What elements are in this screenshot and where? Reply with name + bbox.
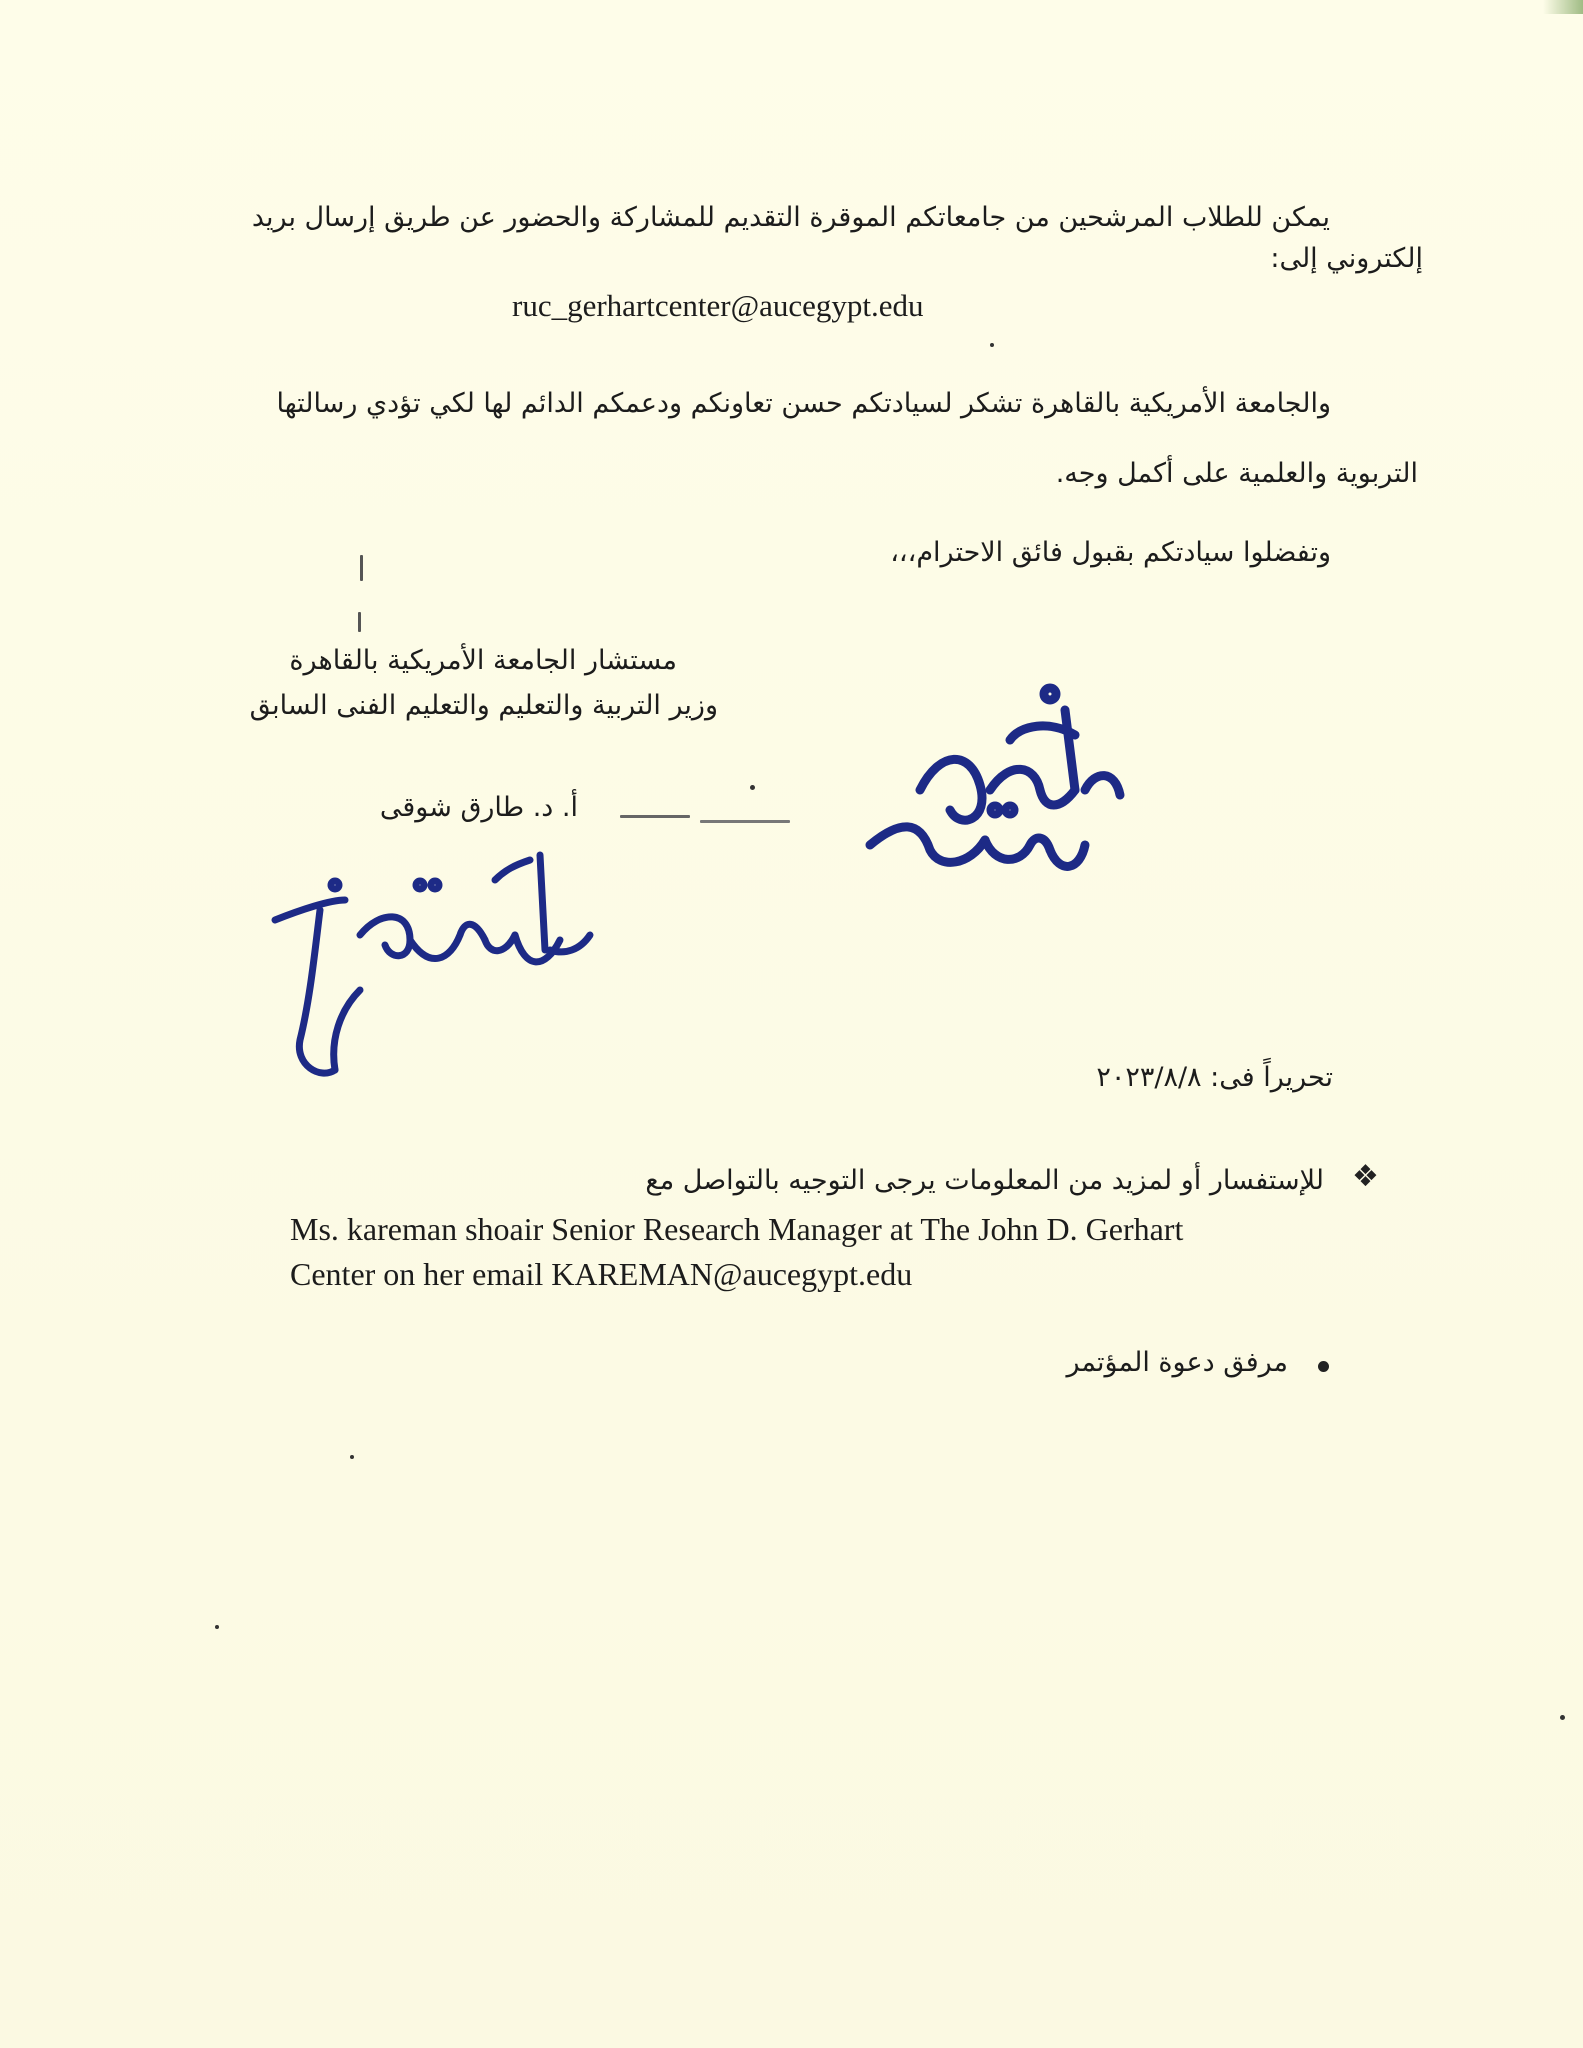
paragraph-2-line-2: التربوية والعلمية على أكمل وجه. bbox=[1055, 458, 1418, 489]
paragraph-1-line-1: يمكن للطلاب المرشحين من جامعاتكم الموقرة التقديم للمشاركة والحضور عن طريق إرسال بريد bbox=[251, 202, 1330, 233]
paragraph-1-line-2: إلكتروني إلى: bbox=[1270, 243, 1423, 274]
scan-speck bbox=[215, 1625, 219, 1629]
scan-speck bbox=[358, 612, 361, 632]
attachment-note: مرفق دعوة المؤتمر bbox=[1066, 1347, 1288, 1378]
closing-line: وتفضلوا سيادتكم بقبول فائق الاحترام،،، bbox=[890, 537, 1331, 568]
date-line: تحريراً فى: ٢٠٢٣/٨/٨ bbox=[1096, 1062, 1333, 1093]
inquiry-contact-line-1: Ms. kareman shoair Senior Research Manager at The John D. Gerhart bbox=[290, 1211, 1184, 1247]
signatory-title-2: وزير التربية والتعليم والتعليم الفنى السابق bbox=[249, 690, 718, 721]
diamond-bullet-icon: ❖ bbox=[1352, 1159, 1379, 1194]
signatory-title-1: مستشار الجامعة الأمريكية بالقاهرة bbox=[289, 645, 677, 676]
scan-speck bbox=[700, 820, 790, 823]
inquiry-label: للإستفسار أو لمزيد من المعلومات يرجى التوجيه بالتواصل مع bbox=[645, 1165, 1324, 1196]
scan-speck bbox=[360, 555, 363, 581]
official-stamp bbox=[860, 680, 1200, 920]
scan-speck bbox=[990, 343, 994, 347]
scan-edge bbox=[1543, 0, 1583, 14]
paragraph-2-line-1: والجامعة الأمريكية بالقاهرة تشكر لسيادتكم حسن تعاونكم ودعمكم الدائم لها لكي تؤدي رسالتها bbox=[276, 388, 1331, 419]
scan-speck bbox=[350, 1455, 354, 1459]
bullet-dot-icon bbox=[1318, 1361, 1329, 1372]
scan-speck bbox=[620, 815, 690, 818]
signatory-name: أ. د. طارق شوقى bbox=[379, 792, 578, 823]
inquiry-contact-line-2: Center on her email KAREMAN@aucegypt.edu bbox=[290, 1256, 913, 1292]
contact-email: ruc_gerhartcenter@aucegypt.edu bbox=[512, 288, 924, 323]
scan-speck bbox=[750, 785, 755, 790]
scan-speck bbox=[1560, 1715, 1565, 1720]
handwritten-signature bbox=[260, 840, 600, 1090]
